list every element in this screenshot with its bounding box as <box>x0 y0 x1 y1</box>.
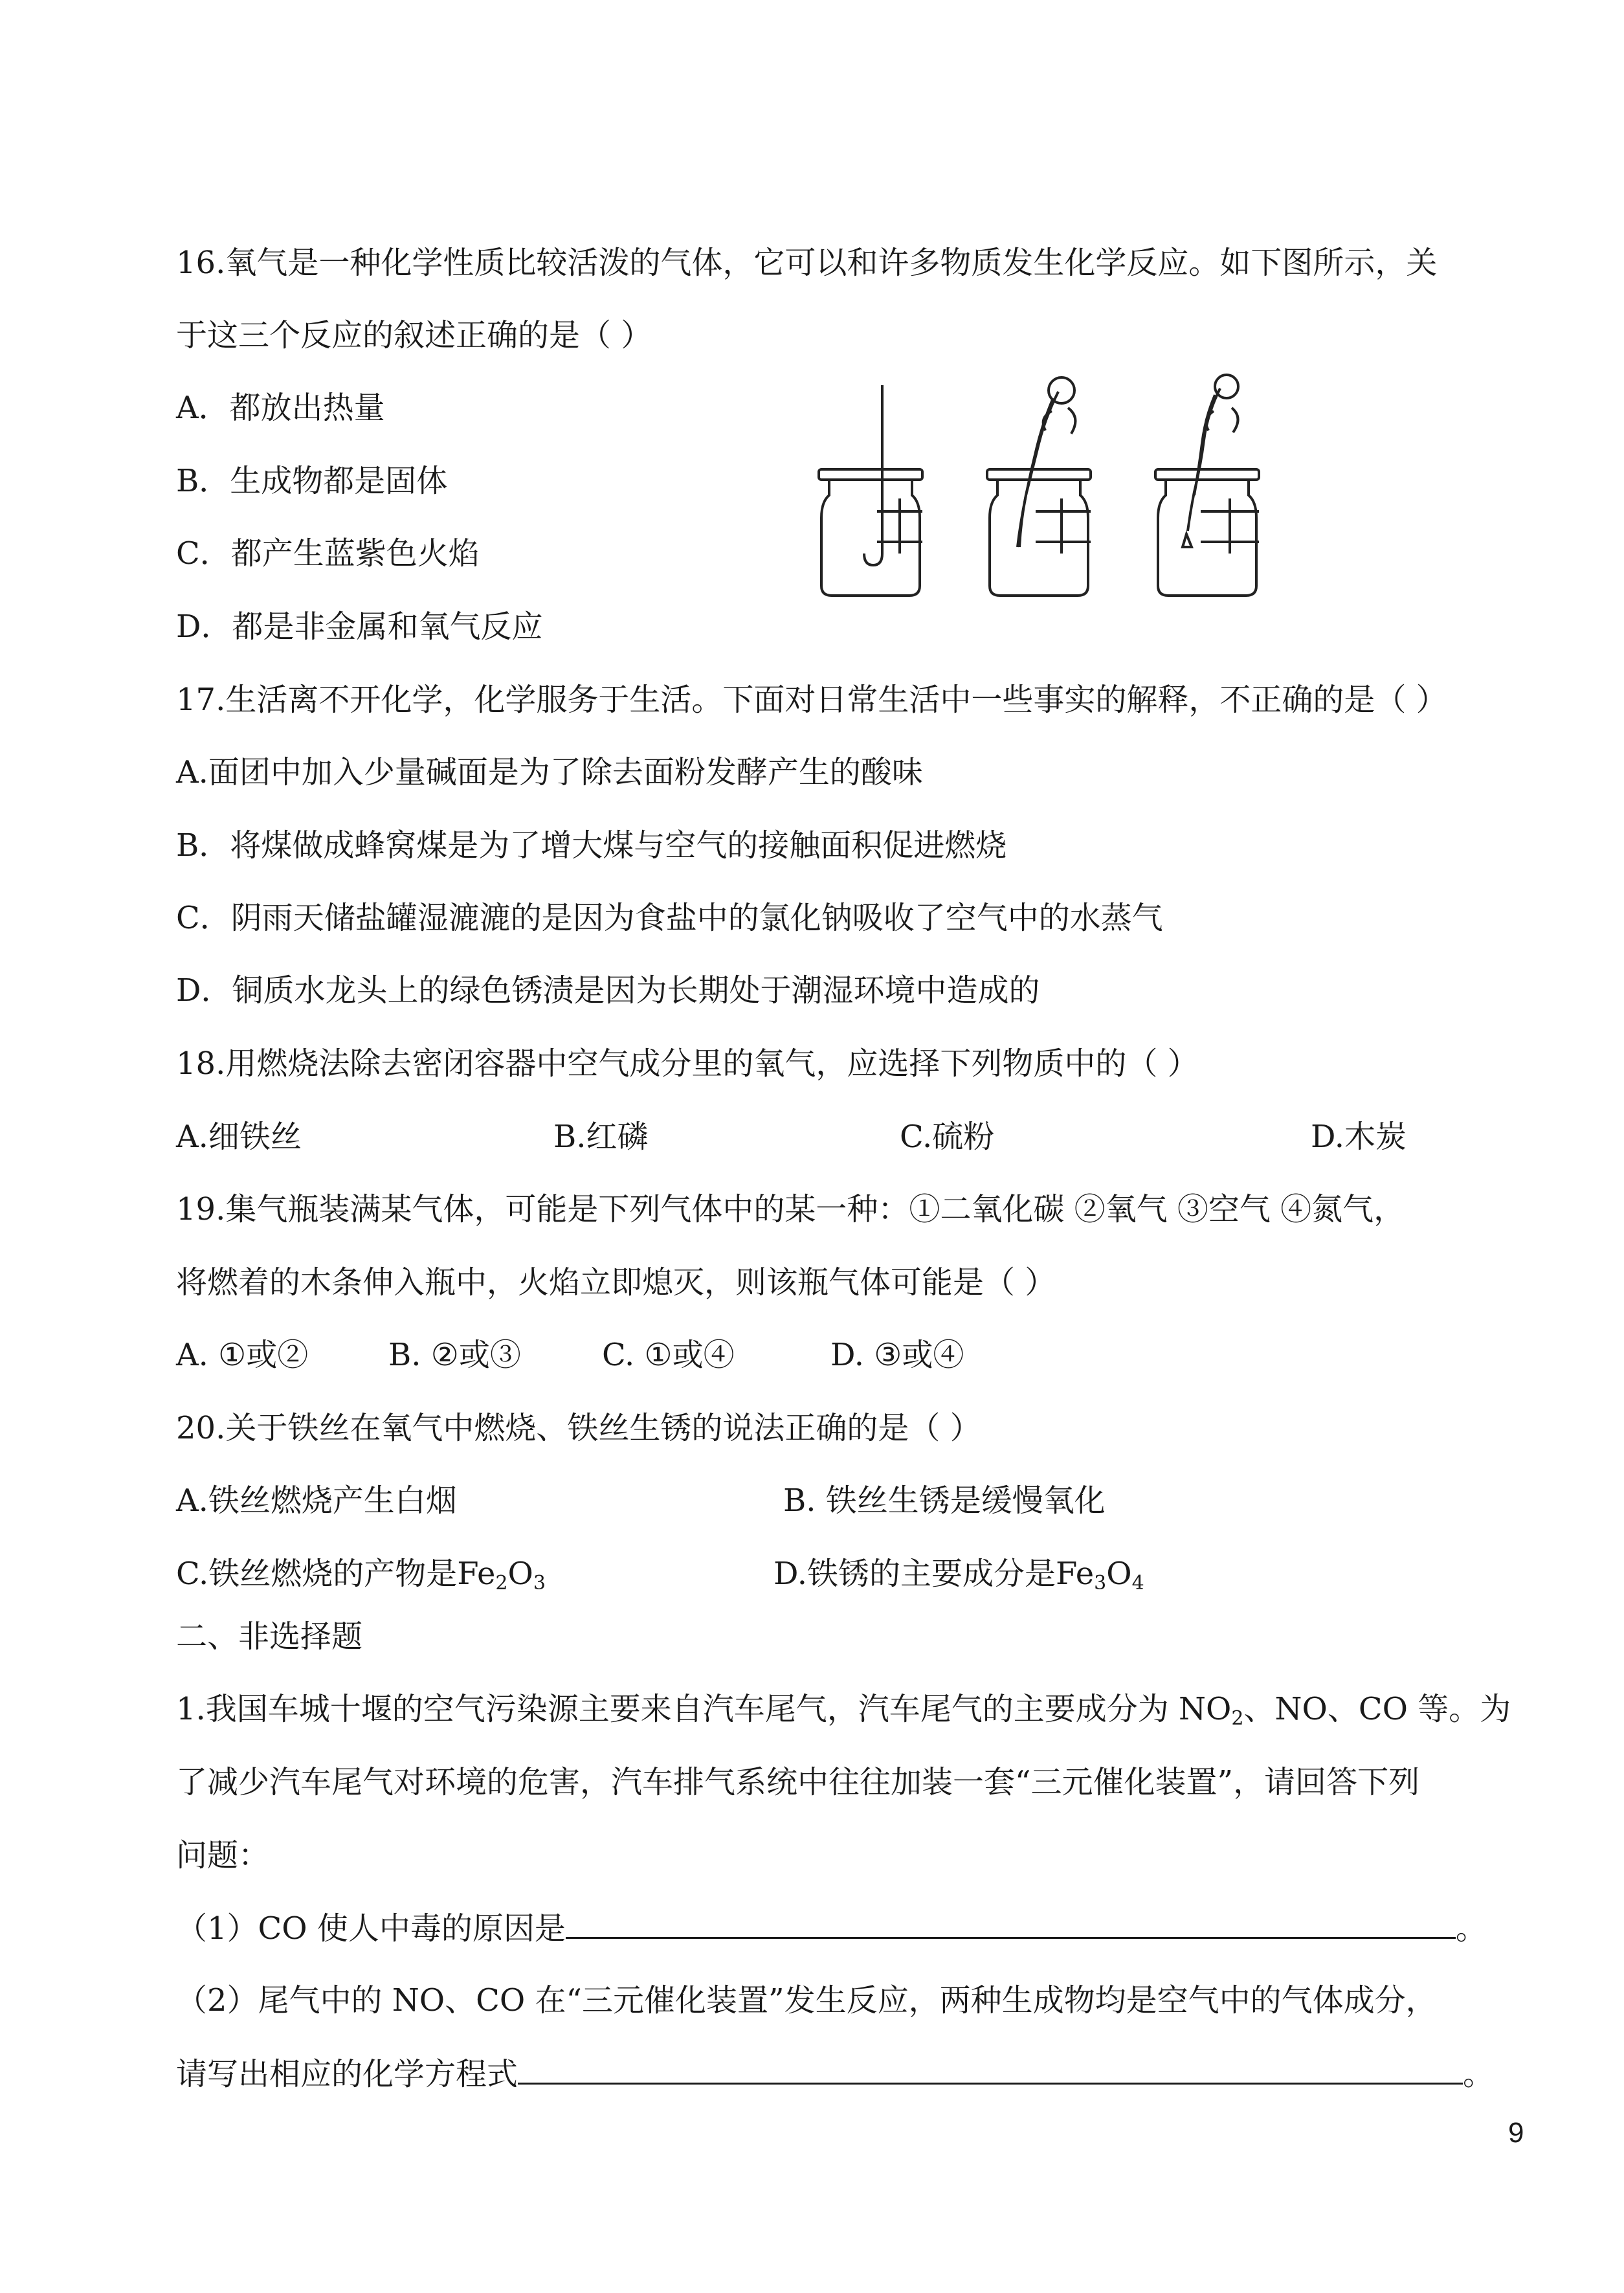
formula-element: O <box>507 1556 533 1592</box>
three-reactions-figure <box>812 372 1278 605</box>
p1-stem-line1 <box>176 1690 1511 1728</box>
q17-option-c: C．阴雨天储盐罐湿漉漉的是因为食盐中的氯化钠吸收了空气中的水蒸气 <box>176 900 1163 936</box>
q20-option-d-prefix: D.铁锈的主要成分是 <box>773 1556 1056 1592</box>
q19-option-b: B. ②或③ <box>388 1337 521 1373</box>
q18-stem: 18.用燃烧法除去密闭容器中空气成分里的氧气，应选择下列物质中的（ ） <box>176 1046 1199 1082</box>
q16-option-d: D．都是非金属和氧气反应 <box>176 609 543 645</box>
p1-stem-line3: 问题： <box>176 1837 270 1874</box>
answer-blank-2[interactable] <box>518 2054 1463 2085</box>
section-title: 二、非选择题 <box>176 1618 363 1655</box>
q20-option-a: A.铁丝燃烧产生白烟 <box>176 1482 457 1519</box>
formula-element: Fe <box>457 1556 496 1592</box>
formula-subscript: 3 <box>1094 1572 1107 1594</box>
q18-option-d: D.木炭 <box>1311 1119 1407 1155</box>
page-number: 9 <box>1508 2117 1524 2149</box>
q20-option-c-prefix: C.铁丝燃烧的产物是 <box>176 1556 458 1592</box>
jar-iron-wire <box>987 377 1091 596</box>
formula-subscript: 3 <box>533 1572 546 1594</box>
p1-sub2-line1: （2）尾气中的 NO、CO 在“三元催化装置”发生反应，两种生成物均是空气中的气体成分， <box>176 1982 1437 2019</box>
jar-charcoal <box>1155 375 1259 596</box>
p1-sub1 <box>176 1908 1487 1948</box>
q16-option-c: C．都产生蓝紫色火焰 <box>176 535 480 572</box>
jar-combustion-spoon <box>819 385 922 596</box>
q19-stem-line1: 19.集气瓶装满某气体，可能是下列气体中的某一种：①二氧化碳 ②氧气 ③空气 ④氮气， <box>176 1191 1405 1227</box>
q19-option-c: C. ①或④ <box>602 1337 735 1373</box>
q16-option-b: B．生成物都是固体 <box>176 463 448 499</box>
p1-stem-line1-pre: 1.我国车城十堰的空气污染源主要来自汽车尾气，汽车尾气的主要成分为 NO <box>176 1691 1232 1727</box>
q18-option-c: C.硫粉 <box>900 1119 995 1155</box>
q17-stem: 17.生活离不开化学，化学服务于生活。下面对日常生活中一些事实的解释，不正确的是（ ） <box>176 682 1447 718</box>
q16-stem-line1: 16.氧气是一种化学性质比较活泼的气体，它可以和许多物质发生化学反应。如下图所示，关 <box>176 245 1438 281</box>
formula-subscript: 2 <box>1231 1707 1244 1730</box>
q17-option-d: D．铜质水龙头上的绿色锈渍是因为长期处于潮湿环境中造成的 <box>176 972 1040 1009</box>
formula-element: O <box>1106 1556 1132 1592</box>
p1-sub1-label: （1）CO 使人中毒的原因是 <box>176 1910 566 1947</box>
q18-option-b: B.红磷 <box>553 1119 649 1155</box>
q20-option-d <box>773 1554 1144 1593</box>
q20-stem: 20.关于铁丝在氧气中燃烧、铁丝生锈的说法正确的是（ ） <box>176 1410 981 1446</box>
q17-option-b: B．将煤做成蜂窝煤是为了增大煤与空气的接触面积促进燃烧 <box>176 827 1007 864</box>
q19-option-d: D. ③或④ <box>830 1337 964 1373</box>
q18-option-a: A.细铁丝 <box>176 1119 302 1155</box>
formula-subscript: 4 <box>1131 1572 1144 1594</box>
q20-option-c <box>176 1554 546 1593</box>
q19-option-a: A. ①或② <box>176 1337 309 1373</box>
p1-stem-line2: 了减少汽车尾气对环境的危害，汽车排气系统中往往加装一套“三元催化装置”，请回答下列 <box>176 1764 1420 1800</box>
p1-sub2-line2 <box>176 2054 1494 2094</box>
p1-sub2-label: 请写出相应的化学方程式 <box>176 2056 518 2092</box>
p1-sub1-end: 。 <box>1455 1910 1487 1947</box>
formula-element: Fe <box>1056 1556 1095 1592</box>
q17-option-a: A.面团中加入少量碱面是为了除去面粉发酵产生的酸味 <box>176 754 923 790</box>
p1-sub2-end: 。 <box>1463 2056 1495 2092</box>
p1-stem-line1-post: 、NO、CO 等。为 <box>1243 1691 1511 1727</box>
q16-option-a: A．都放出热量 <box>176 390 385 426</box>
formula-subscript: 2 <box>495 1572 508 1594</box>
answer-blank-1[interactable] <box>566 1908 1456 1939</box>
q16-stem-line2: 于这三个反应的叙述正确的是（ ） <box>176 317 652 353</box>
q20-option-b: B. 铁丝生锈是缓慢氧化 <box>783 1482 1106 1519</box>
q19-stem-line2: 将燃着的木条伸入瓶中，火焰立即熄灭，则该瓶气体可能是（ ） <box>176 1264 1056 1301</box>
